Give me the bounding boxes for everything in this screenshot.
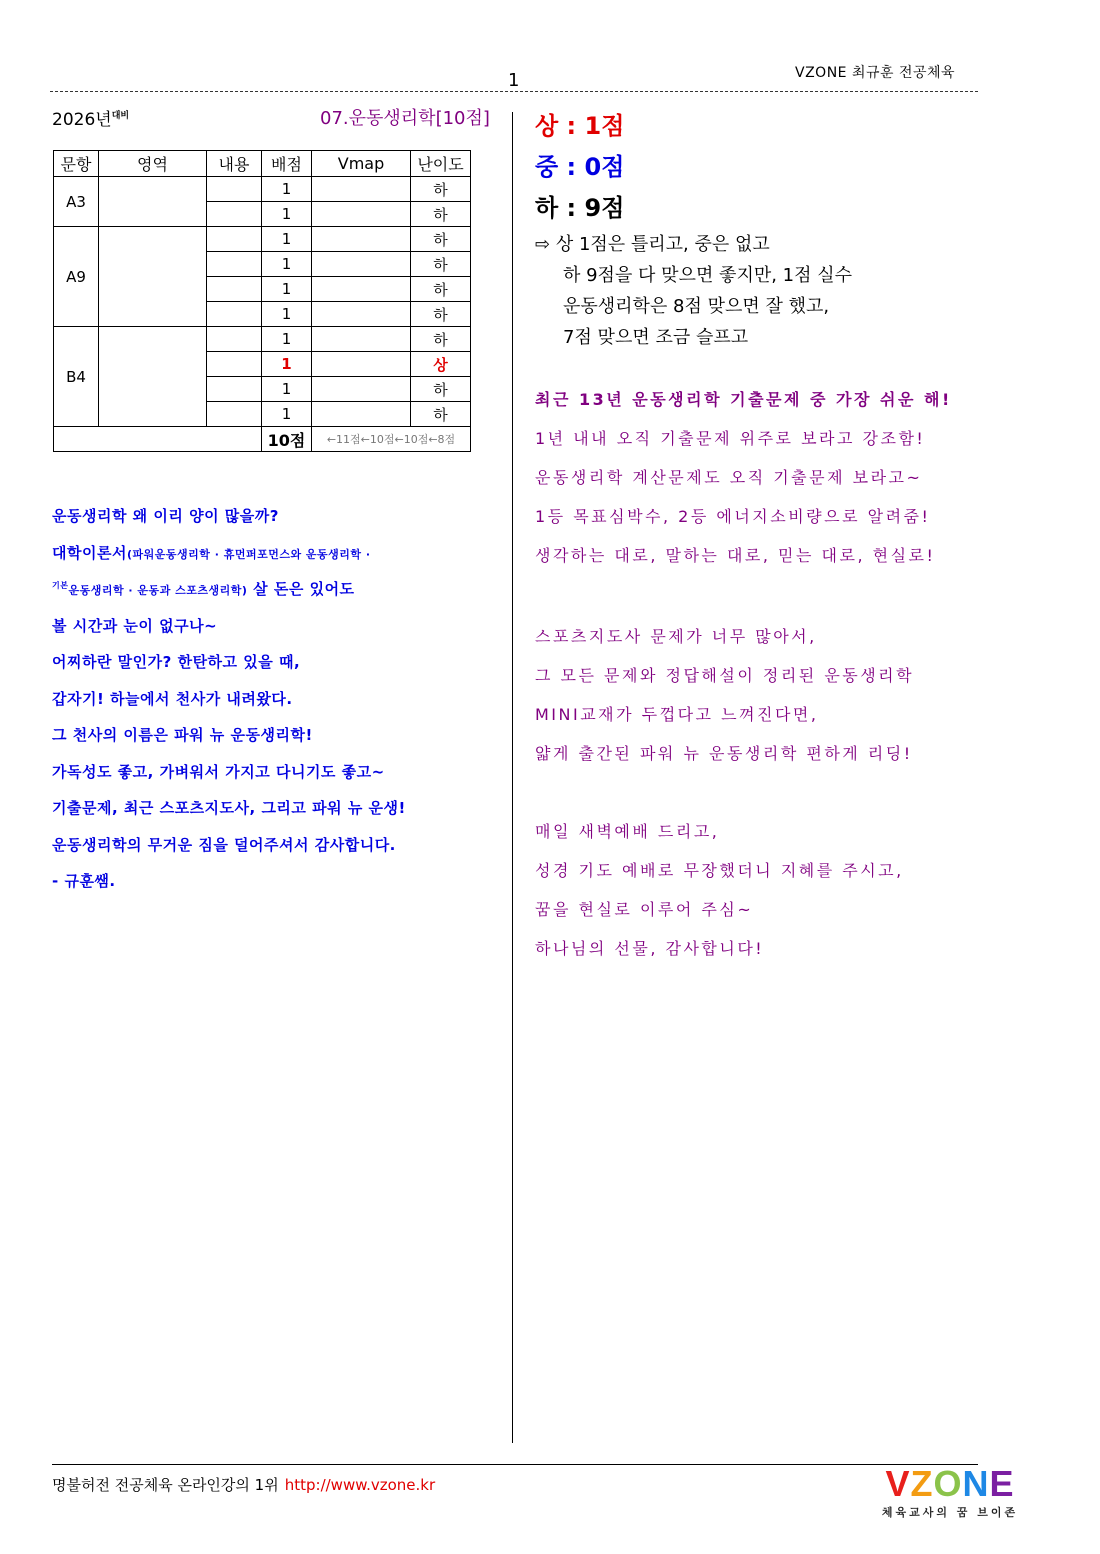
commentary-block-3 [535, 819, 904, 975]
intro-line: 어찌하란 말인가? 한탄하고 있을 때, [52, 653, 301, 671]
difficulty-cell: 하 [411, 302, 471, 327]
score-cell: 1 [262, 277, 312, 302]
logo-letter: Z [910, 1463, 934, 1504]
header-brand: VZONE 최규훈 전공체육 [795, 65, 956, 81]
item-cell: A9 [54, 227, 99, 327]
grade-mid: 중 : 0점 [535, 153, 625, 181]
intro-line: 운동생리학 왜 이리 양이 많을까? [52, 507, 279, 525]
score-cell: 1 [262, 302, 312, 327]
logo-letter: N [962, 1463, 990, 1504]
footer-slogan: 명불허전 전공체육 온라인강의 1위 [52, 1476, 279, 1494]
commentary-line: 그 모든 문제와 정답해설이 정리된 운동생리학 [535, 666, 915, 685]
vmap-cell [312, 352, 411, 377]
score-history: ←11점←10점←10점←8점 [312, 427, 471, 452]
table-total-row [54, 427, 471, 452]
content-cell [207, 302, 262, 327]
comment-line: 7점 맞으면 조금 슬프고 [563, 327, 749, 348]
intro-line: 볼 시간과 눈이 없구나~ [52, 616, 218, 635]
grade-low: 하 : 9점 [535, 194, 625, 222]
commentary-headline: 최근 13년 운동생리학 기출문제 중 가장 쉬운 해! [535, 390, 952, 409]
comment-line: 하 9점을 다 맞으면 좋지만, 1점 실수 [563, 265, 852, 286]
commentary-line: 스포츠지도사 문제가 너무 많아서, [535, 627, 817, 646]
difficulty-cell: 하 [411, 327, 471, 352]
vmap-cell [312, 377, 411, 402]
logo-letter: O [933, 1463, 963, 1504]
content-cell [207, 227, 262, 252]
commentary-line: 운동생리학 계산문제도 오직 기출문제 보라고~ [535, 468, 923, 487]
vmap-cell [312, 302, 411, 327]
difficulty-cell: 하 [411, 252, 471, 277]
commentary-block-1 [535, 387, 952, 582]
header-vmap: Vmap [312, 151, 411, 177]
difficulty-cell: 하 [411, 277, 471, 302]
score-cell: 1 [262, 202, 312, 227]
difficulty-cell: 하 [411, 177, 471, 202]
commentary-line: 성경 기도 예배로 무장했더니 지혜를 주시고, [535, 861, 904, 880]
footer-url-link[interactable]: http://www.vzone.kr [284, 1476, 436, 1494]
commentary-block-2 [535, 624, 914, 780]
vmap-cell [312, 252, 411, 277]
vmap-cell [312, 327, 411, 352]
item-cell: B4 [54, 327, 99, 427]
intro-block [52, 505, 406, 907]
intro-line: 그 천사의 이름은 파워 뉴 운동생리학! [52, 726, 313, 744]
score-cell: 1 [262, 377, 312, 402]
content-cell [207, 377, 262, 402]
difficulty-cell: 하 [411, 402, 471, 427]
header-score: 배점 [262, 151, 312, 177]
table-row [54, 177, 471, 202]
logo-letter: E [989, 1463, 1015, 1504]
commentary-line: 1등 목표심박수, 2등 에너지소비량으로 알려줌! [535, 507, 931, 526]
table-row [54, 327, 471, 352]
year-suffix: 대비 [111, 111, 130, 121]
header-area: 영역 [99, 151, 207, 177]
intro-line: 기출문제, 최근 스포츠지도사, 그리고 파워 뉴 운생! [52, 799, 406, 817]
header-item: 문항 [54, 151, 99, 177]
commentary-line: 얇게 출간된 파워 뉴 운동생리학 편하게 리딩! [535, 744, 913, 763]
intro-line: $^{기본}$운동생리학 · 운동과 스포츠생리학) 살 돈은 있어도 [52, 580, 355, 598]
vmap-cell [312, 202, 411, 227]
commentary-line: 매일 새벽예배 드리고, [535, 822, 720, 841]
content-cell [207, 202, 262, 227]
score-cell: 1 [262, 252, 312, 277]
score-cell: 1 [262, 402, 312, 427]
score-cell: 1 [262, 327, 312, 352]
intro-signature: - 규훈쌤. [52, 872, 116, 890]
content-cell [207, 402, 262, 427]
grade-comment [535, 229, 852, 353]
commentary-line: 1년 내내 오직 기출문제 위주로 보라고 강조함! [535, 429, 926, 448]
item-cell: A3 [54, 177, 99, 227]
logo-letter: V [885, 1463, 911, 1504]
footer-divider [52, 1464, 978, 1465]
score-cell: 1 [262, 352, 312, 377]
total-score: 10점 [262, 427, 312, 452]
intro-line: 대학이론서(파워운동생리학 · 휴먼퍼포먼스와 운동생리학 · [52, 543, 371, 562]
score-cell: 1 [262, 177, 312, 202]
footer-text [52, 1474, 435, 1495]
vmap-cell [312, 402, 411, 427]
table-header-row [54, 151, 471, 177]
commentary-line: 꿈을 현실로 이루어 주심~ [535, 900, 754, 919]
column-divider [512, 112, 513, 1443]
arrow-right-icon: ⇨ [535, 234, 551, 255]
logo-wordmark [880, 1463, 1020, 1504]
table-row [54, 227, 471, 252]
difficulty-cell: 하 [411, 202, 471, 227]
area-cell [99, 227, 207, 327]
difficulty-cell: 상 [411, 352, 471, 377]
area-cell [99, 327, 207, 427]
content-cell [207, 177, 262, 202]
area-cell [99, 177, 207, 227]
difficulty-cell: 하 [411, 377, 471, 402]
total-label-cell [54, 427, 262, 452]
year-label: 2026년 [52, 110, 112, 130]
content-cell [207, 252, 262, 277]
comment-line: ⇨ 상 1점은 틀리고, 중은 없고 [535, 234, 770, 255]
difficulty-cell: 하 [411, 227, 471, 252]
intro-line: 가독성도 좋고, 가벼워서 가지고 다니기도 좋고~ [52, 762, 385, 781]
commentary-line: 하나님의 선물, 감사합니다! [535, 939, 765, 958]
commentary-line: 생각하는 대로, 말하는 대로, 믿는 대로, 현실로! [535, 546, 936, 565]
vmap-cell [312, 227, 411, 252]
intro-line: 운동생리학의 무거운 짐을 덜어주셔서 감사합니다. [52, 835, 396, 854]
logo-tagline: 체육교사의 꿈 브이존 [881, 1506, 1019, 1519]
vzone-logo [880, 1463, 1020, 1520]
header-divider [50, 91, 978, 92]
header-content: 내용 [207, 151, 262, 177]
vmap-cell [312, 177, 411, 202]
score-cell: 1 [262, 227, 312, 252]
score-table [53, 150, 471, 452]
content-cell [207, 277, 262, 302]
content-cell [207, 352, 262, 377]
chapter-title: 07.운동생리학[10점] [320, 108, 490, 129]
grade-high: 상 : 1점 [535, 112, 625, 140]
page-number: 1 [508, 70, 520, 91]
intro-line: 갑자기! 하늘에서 천사가 내려왔다. [52, 689, 293, 708]
header-difficulty: 난이도 [411, 151, 471, 177]
vmap-cell [312, 277, 411, 302]
comment-line: 운동생리학은 8점 맞으면 잘 했고, [563, 296, 830, 317]
content-cell [207, 327, 262, 352]
commentary-line: MINI교재가 두껍다고 느껴진다면, [535, 705, 819, 724]
exam-year [52, 105, 129, 130]
